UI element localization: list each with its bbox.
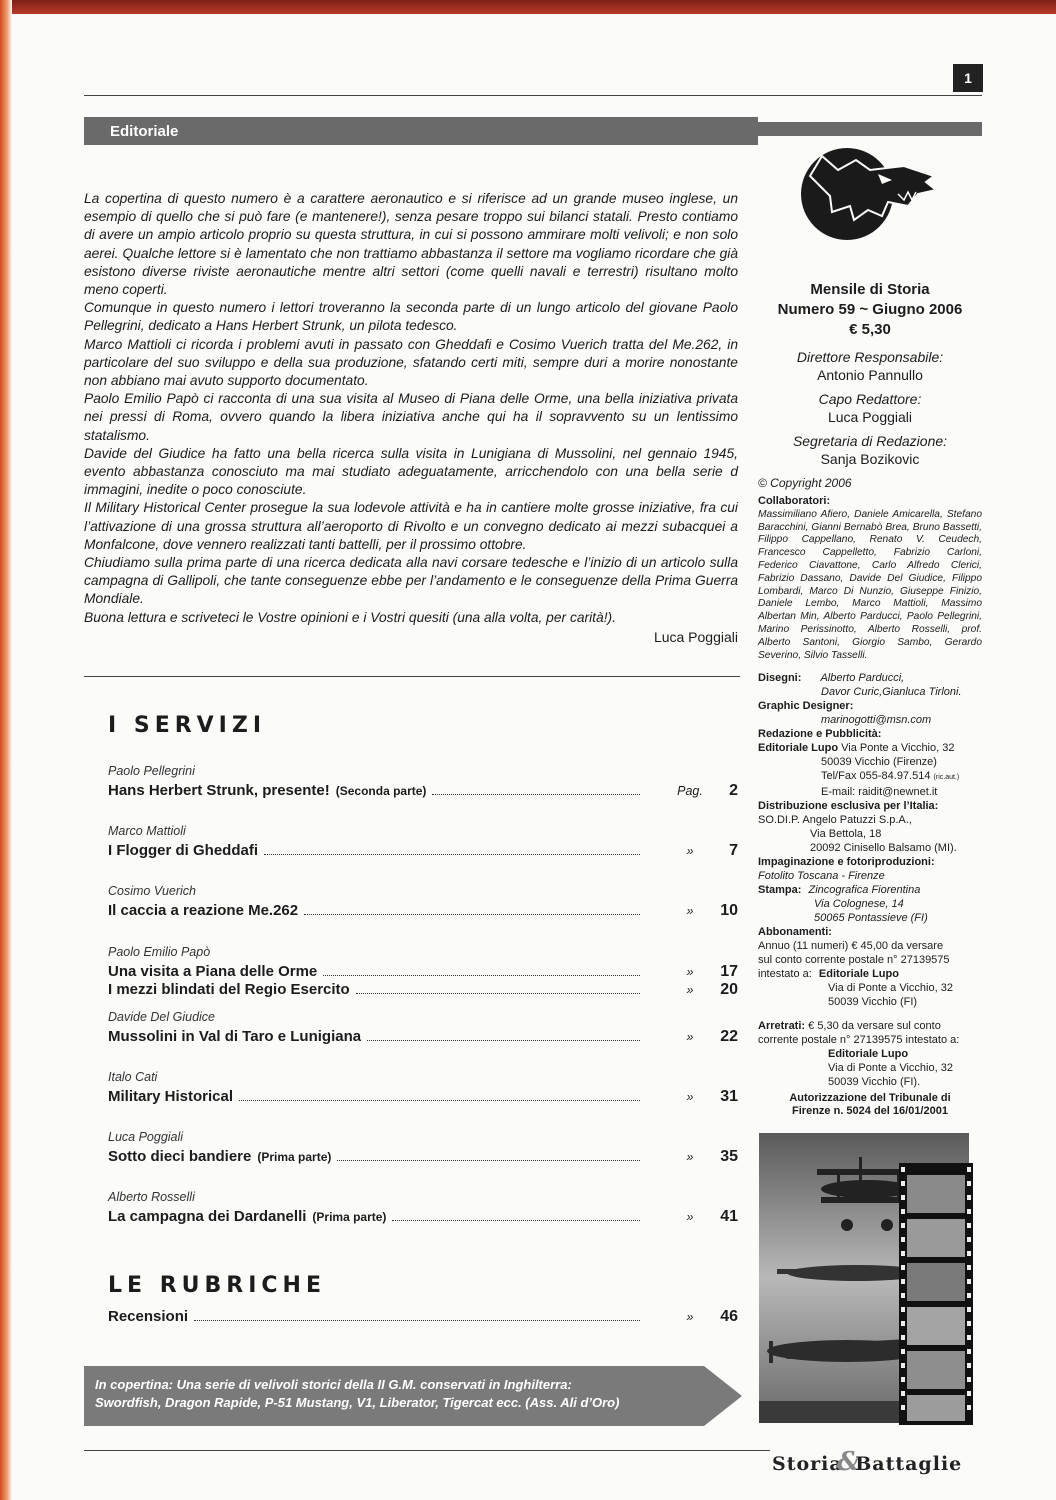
editorial-paragraph: Comunque in questo numero i lettori troveranno la seconda parte di un lungo articolo del giovane Paolo Pellegrini, dedicato a Hans Herbert Strunk, un pilota tedesco. — [84, 300, 738, 334]
top-rule — [84, 95, 982, 96]
toc-leader-dots — [367, 1040, 640, 1041]
toc-leader-dots — [264, 854, 640, 855]
collaborators-label: Collaboratori: — [758, 495, 831, 507]
role-name: Antonio Pannullo — [817, 367, 923, 383]
toc-page-number: 2 — [729, 782, 738, 799]
arretrati-text: corrente postale n° 27139575 intestato a: — [758, 1034, 960, 1046]
editorial-paragraph: Chiudiamo sulla prima parte di una ricerca dedicata alla navi corsare tedesche e l’inizio di un articolo sulla campagna di Gallipoli, che tante conseguenze ebbe per l’andamento e le conseguenze della Prima Guerra Mondiale. — [84, 555, 738, 607]
arretrati-city: 50039 Vicchio (FI). — [828, 1076, 921, 1088]
toc-entry[interactable] — [108, 1070, 738, 1110]
page-number: 1 — [953, 64, 983, 92]
toc-author: Luca Poggiali — [108, 1130, 184, 1144]
masthead-subtitle: Mensile di Storia — [810, 281, 930, 298]
wolf-head-logo-icon — [758, 136, 982, 268]
editorial-paragraph: Marco Mattioli ci ricorda i problemi avuti in passato con Gheddafi e Cosimo Vuerich tratta del Me.262, in particolare del suo sviluppo e della sua produzione, sfatando certi miti, sempre duri a morire nonostante non abbiano mai avuto supporto documentato. — [84, 336, 738, 389]
toc-entry[interactable] — [108, 884, 738, 924]
arretrati-text: € 5,30 da versare sul conto — [808, 1020, 941, 1032]
toc-page-number: 46 — [720, 1308, 738, 1325]
editorial-paragraph: La copertina di questo numero è a carattere aeronautico e si riferisce ad un grande museo inglese, un esempio di quello che si può fare (e mantenere!), senza pesare troppo sui bilanci statali. Presto contiamo di avere un ampio articolo proprio su questa struttura, in cui si possono ammirare molti velivoli; e non solo aerei. Qualche lettore si è lamentato che non trattiamo abbastanza il settore ma vogliamo ricordare che già esistono diverse riviste aeronautiche mentre altri settori (come quelli navali e terrestri) risultano molto meno coperti. — [84, 191, 738, 298]
masthead — [758, 280, 982, 340]
court-authorization — [758, 1092, 982, 1118]
subscription-text: Annuo (11 numeri) € 45,00 da versare — [758, 940, 944, 952]
toc-title: Il caccia a reazione Me.262 — [108, 902, 299, 919]
collaborators-list: Massimiliano Afiero, Daniele Amicarella, Stefano Baracchini, Gianni Bernabò Brea, Bruno Bassetti, Filippo Cappellano, Renato V. Ceudech, Francesco Cappelletto, Fabrizio Carloni, Federico Ciavattone, Carlo Alfredo Clerici, Fabrizio Dassano, Davide Del Giudice, Filippo Lombardi, Marco Di Nunzio, Giuseppe Finizio, Daniele Lembo, Marco Mattioli, Massimo Albertan Min, Alberto Parducci, Paolo Pellegrini, Marino Perissinotto, Alberto Rosselli, prof. Alberto Santoni, Giorgio Sambo, Gerardo Severino, Silvio Tasselli. — [758, 508, 982, 661]
toc-title: Sotto dieci bandiere — [108, 1148, 252, 1165]
toc-leader-dots — [356, 993, 640, 994]
issue-info: Numero 59 ~ Giugno 2006 — [777, 301, 963, 318]
arretrati-label: Arretrati: — [758, 1020, 806, 1032]
toc-leader-dots — [323, 975, 640, 976]
publisher-phone-note: (ric.aut.) — [933, 774, 960, 781]
distributor-address: Via Bettola, 18 — [810, 828, 882, 840]
court-authorization-line: Firenze n. 5024 del 16/01/2001 — [792, 1105, 948, 1117]
impaginazione-label: Impaginazione e fotoriproduzioni: — [758, 856, 935, 868]
toc-page-number: 7 — [729, 842, 738, 859]
editorial-paragraph: Davide del Giudice ha fatto una bella ricerca sulla visita in Lunigiana di Mussolini, nel gennaio 1945, evento abbastanza conosciuto ma mai studiato adeguatamente, arricchendolo con una bella serie d immagini, inedite o poco conosciute. — [84, 445, 738, 498]
stampa-label: Stampa: — [758, 884, 802, 896]
toc-page-number: 10 — [720, 902, 738, 919]
toc-subtitle: (Prima parte) — [312, 1210, 387, 1224]
distribuzione-label: Distribuzione esclusiva per l’Italia: — [758, 800, 939, 812]
collaborators — [758, 495, 982, 662]
brand-part: Battaglie — [855, 1453, 963, 1475]
toc-title: Recensioni — [108, 1308, 189, 1325]
section-rule — [84, 676, 740, 677]
subscription-city: 50039 Vicchio (FI) — [828, 996, 918, 1008]
arretrati-address: Via di Ponte a Vicchio, 32 — [828, 1062, 953, 1074]
editorial-body — [84, 190, 738, 627]
role-label: Segretaria di Redazione: — [792, 433, 948, 449]
toc-author: Italo Cati — [108, 1070, 158, 1084]
bottom-rule — [84, 1450, 770, 1451]
toc-ditto: » — [686, 1310, 694, 1324]
subscription-payee: Editoriale Lupo — [818, 968, 899, 980]
toc-page-number: 41 — [720, 1208, 738, 1225]
toc-entry[interactable] — [108, 824, 738, 864]
toc-entry[interactable] — [108, 1308, 738, 1330]
toc-entry[interactable] — [108, 1010, 738, 1050]
toc-title: Mussolini in Val di Taro e Lunigiana — [108, 1028, 362, 1045]
toc-ditto: » — [686, 1150, 694, 1164]
subscription-text: intestato a: — [758, 968, 812, 980]
vintage-aircraft-collage-icon — [747, 1133, 987, 1435]
credits — [758, 671, 988, 1089]
toc-ditto: » — [686, 904, 694, 918]
magazine-brand — [772, 1447, 962, 1477]
toc-ditto: » — [686, 844, 694, 858]
toc-title: Hans Herbert Strunk, presente! — [108, 782, 330, 799]
toc-ditto: » — [686, 965, 694, 979]
toc-leader-dots — [337, 1160, 640, 1161]
arretrati-payee: Editoriale Lupo — [828, 1048, 909, 1060]
publisher-phone: Tel/Fax 055-84.97.514 — [821, 770, 931, 782]
editorial-header: Editoriale — [84, 117, 758, 145]
toc-title: Military Historical — [108, 1088, 234, 1105]
toc-author: Paolo Emilio Papò — [108, 945, 211, 959]
rubriche-title: LE RUBRICHE — [108, 1273, 326, 1298]
toc-title: I Flogger di Gheddafi — [108, 842, 258, 859]
role-label: Direttore Responsabile: — [796, 349, 944, 365]
publisher-address: Via Ponte a Vicchio, 32 — [841, 742, 955, 754]
editorial-paragraph: Buona lettura e scriveteci le Vostre opinioni e i Vostri quesiti (una alla volta, per carità!). — [84, 609, 616, 625]
toc-leader-dots — [194, 1320, 640, 1321]
toc-ditto: » — [686, 1030, 694, 1044]
toc-leader-dots — [432, 794, 640, 795]
toc-page-number: 20 — [720, 981, 738, 998]
redazione-label: Redazione e Pubblicità: — [758, 728, 882, 740]
editorial-paragraph: Paolo Emilio Papò ci racconta di una sua visita al Museo di Piana delle Orme, una bella iniziativa privata nei pressi di Roma, ovvero quando la libera iniziativa anche qui ha il sopravvento su un lentissimo statalismo. — [84, 391, 738, 443]
toc-entry[interactable] — [108, 945, 738, 985]
staff-roles — [758, 348, 982, 468]
graphic-designer-label: Graphic Designer: — [758, 700, 854, 712]
toc-author: Davide Del Giudice — [108, 1010, 215, 1024]
toc-title: I mezzi blindati del Regio Esercito — [108, 981, 350, 998]
disegni-value: Davor Curic,Gianluca Tirloni. — [821, 686, 962, 698]
toc-page-number: 17 — [720, 963, 738, 980]
court-authorization-line: Autorizzazione del Tribunale di — [789, 1092, 951, 1104]
toc-entry[interactable] — [108, 981, 738, 1003]
toc-entry[interactable] — [108, 1130, 738, 1170]
subscription-text: sul conto corrente postale n° 27139575 — [758, 954, 950, 966]
publisher-email: E-mail: raidit@newnet.it — [821, 786, 938, 798]
toc-ditto: » — [686, 983, 694, 997]
publisher-city: 50039 Vicchio (Firenze) — [821, 756, 937, 768]
toc-author: Marco Mattioli — [108, 824, 186, 838]
cover-caption-line: Swordfish, Dragon Rapide, P-51 Mustang, V1, Liberator, Tigercat ecc. (Ass. Ali d’Oro) — [95, 1395, 620, 1410]
toc-page-number: 22 — [720, 1028, 738, 1045]
role-name: Sanja Bozikovic — [820, 451, 920, 467]
toc-leader-dots — [392, 1220, 640, 1221]
left-page-edge — [0, 0, 12, 1500]
impaginazione-value: Fotolito Toscana - Firenze — [758, 870, 885, 882]
role-label: Capo Redattore: — [818, 391, 922, 407]
toc-entry[interactable] — [108, 1190, 738, 1230]
toc-page-number: 31 — [720, 1088, 738, 1105]
toc-title: Una visita a Piana delle Orme — [108, 963, 318, 980]
toc-entry[interactable] — [108, 764, 738, 804]
toc-ditto: » — [686, 1090, 694, 1104]
logo-box — [758, 122, 982, 268]
printer-city: 50065 Pontassieve (FI) — [814, 912, 928, 924]
toc-title: La campagna dei Dardanelli — [108, 1208, 307, 1225]
distributor-city: 20092 Cinisello Balsamo (MI). — [810, 842, 957, 854]
abbonamenti-label: Abbonamenti: — [758, 926, 832, 938]
distributor: SO.DI.P. Angelo Patuzzi S.p.A., — [758, 814, 912, 826]
toc-page-number: 35 — [720, 1148, 738, 1165]
editorial-paragraph: Il Military Historical Center prosegue la sua lodevole attività e ha in cantiere molte grosse iniziative, fra cui l’attivazione di una grossa struttura all’aeroporto di Rivolto e un convegno dedicato ai mezzi subacquei a Monfalcone, dove vennero realizzati tanti battelli, per il prossimo ottobre. — [84, 500, 738, 552]
disegni-value: Alberto Parducci, — [820, 672, 905, 684]
cover-caption-line: In copertina: Una serie di velivoli storici della II G.M. conservati in Inghilterra: — [95, 1377, 572, 1392]
role-name: Luca Poggiali — [827, 409, 913, 425]
publisher-name: Editoriale Lupo — [758, 742, 839, 754]
top-border — [0, 0, 1056, 14]
toc-author: Cosimo Vuerich — [108, 884, 197, 898]
servizi-title: I SERVIZI — [108, 713, 267, 738]
issue-price: € 5,30 — [849, 321, 891, 338]
graphic-designer-email: marinogotti@msn.com — [821, 714, 932, 726]
brand-ampersand: & — [836, 1447, 862, 1477]
toc-subtitle: (Prima parte) — [257, 1150, 332, 1164]
printer-name: Zincografica Fiorentina — [808, 884, 921, 896]
disegni-label: Disegni: — [758, 672, 802, 684]
toc-leader-dots — [304, 914, 640, 915]
toc-ditto: » — [686, 1210, 694, 1224]
toc-author: Alberto Rosselli — [108, 1190, 195, 1204]
toc-leader-dots — [239, 1100, 640, 1101]
toc-pag-label: Pag. — [677, 784, 703, 798]
toc-subtitle: (Seconda parte) — [335, 784, 427, 798]
editorial-signature: Luca Poggiali — [653, 629, 738, 645]
printer-address: Via Colognese, 14 — [814, 898, 904, 910]
brand-part: Storia — [772, 1453, 843, 1475]
toc-author: Paolo Pellegrini — [108, 764, 195, 778]
cover-caption — [84, 1366, 744, 1426]
subscription-address: Via di Ponte a Vicchio, 32 — [828, 982, 953, 994]
copyright: © Copyright 2006 — [758, 476, 852, 490]
